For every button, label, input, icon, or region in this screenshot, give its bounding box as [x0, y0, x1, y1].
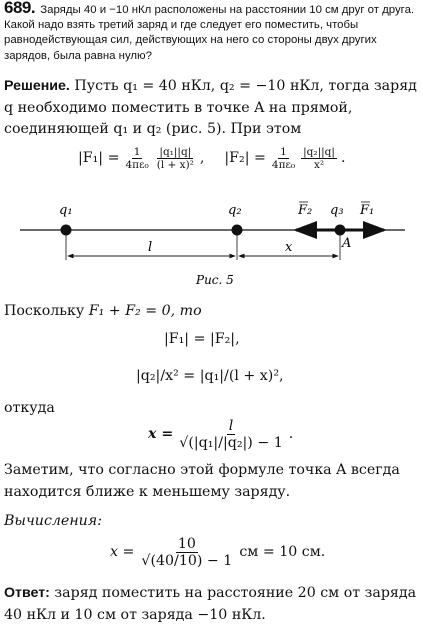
charge-q2: [232, 225, 243, 236]
solution-label: Решение.: [4, 78, 70, 94]
problem-number: 689.: [4, 0, 36, 17]
answer-label: Ответ:: [4, 585, 50, 601]
calc-fraction: $\frac{10}{√(40/10) - 1}$: [141, 536, 233, 570]
f2-end: .: [340, 150, 346, 167]
f1-lhs: |F₁| =: [78, 150, 120, 167]
coulomb-formulas: [78, 146, 345, 172]
whence-text: откуда: [4, 400, 55, 416]
f2-fraction: $\frac{\text{|q₂||q|}}{\text{x²}}$: [303, 146, 335, 172]
figure-charges: [0, 196, 423, 288]
label-l: l: [148, 240, 153, 255]
x-formula: [148, 418, 293, 452]
f2-lhs: |F₂| =: [224, 150, 266, 167]
label-f1: F₁: [360, 203, 375, 218]
answer-text: заряд поместить на расстояние 20 см от заряда 40 нКл и 10 см от заряда −10 нКл.: [4, 585, 417, 623]
answer-block: [4, 583, 418, 626]
x-formula-lhs: x =: [148, 426, 174, 443]
note-text: Заметим, что согласно этой формуле точка A всегда находится ближе к меньшему заряду.: [4, 462, 400, 500]
label-f2: F₂: [298, 203, 313, 218]
label-x: x: [285, 240, 293, 255]
f1-coef: $\frac{1}{\text{4πε₀}}$: [125, 146, 149, 172]
problem-statement: [4, 0, 420, 64]
label-point-a: A: [342, 236, 352, 251]
x-formula-end: .: [288, 426, 294, 443]
solution-intro: [4, 76, 418, 141]
calc-label: Вычисления:: [4, 513, 102, 529]
since-line: [4, 301, 202, 323]
since-pre: Поскольку: [4, 303, 85, 319]
f1-fraction: $\frac{\text{|q₁||q|}}{\text{(l + x)²}}$: [156, 146, 194, 172]
eq-forces-equal: |F₁| = |F₂|,: [164, 331, 240, 347]
problem-text: Заряды 40 и −10 нКл расположены на расстоянии 10 см друг от друга. Какой надо взять третий заряд и где следует его поместить, чтобы равнодействующая сил, действующих на него со стороны двух других зарядов, была равна нулю?: [4, 4, 415, 62]
calc-lhs: x =: [110, 544, 135, 561]
f2-coef: $\frac{1}{\text{4πε₀}}$: [271, 146, 296, 172]
f1-sep: ,: [199, 150, 205, 167]
charge-q1: [61, 225, 72, 236]
calc-formula: [110, 536, 325, 570]
figure-caption: Рис. 5: [196, 273, 234, 287]
solution-intro-text: Пусть q₁ = 40 нКл, q₂ = −10 нКл, тогда заряд q необходимо поместить в точке A на прямой, соединяющей q₁ и q₂ (рис. 5). При этом: [4, 78, 417, 137]
x-formula-fraction: $\frac{l}{\text{√(|q₁|/|q₂|) − 1}}$: [179, 418, 283, 452]
calc-rhs: см = 10 см.: [239, 544, 326, 561]
label-q1: q₁: [59, 203, 73, 218]
label-q2: q₂: [228, 203, 242, 218]
label-q3: q₃: [330, 203, 344, 218]
since-eq: F₁ + F₂ = 0, то: [88, 303, 202, 319]
eq-charges-ratio: |q₂|/x² = |q₁|/(l + x)²,: [136, 368, 284, 384]
charge-q3: [335, 225, 346, 236]
